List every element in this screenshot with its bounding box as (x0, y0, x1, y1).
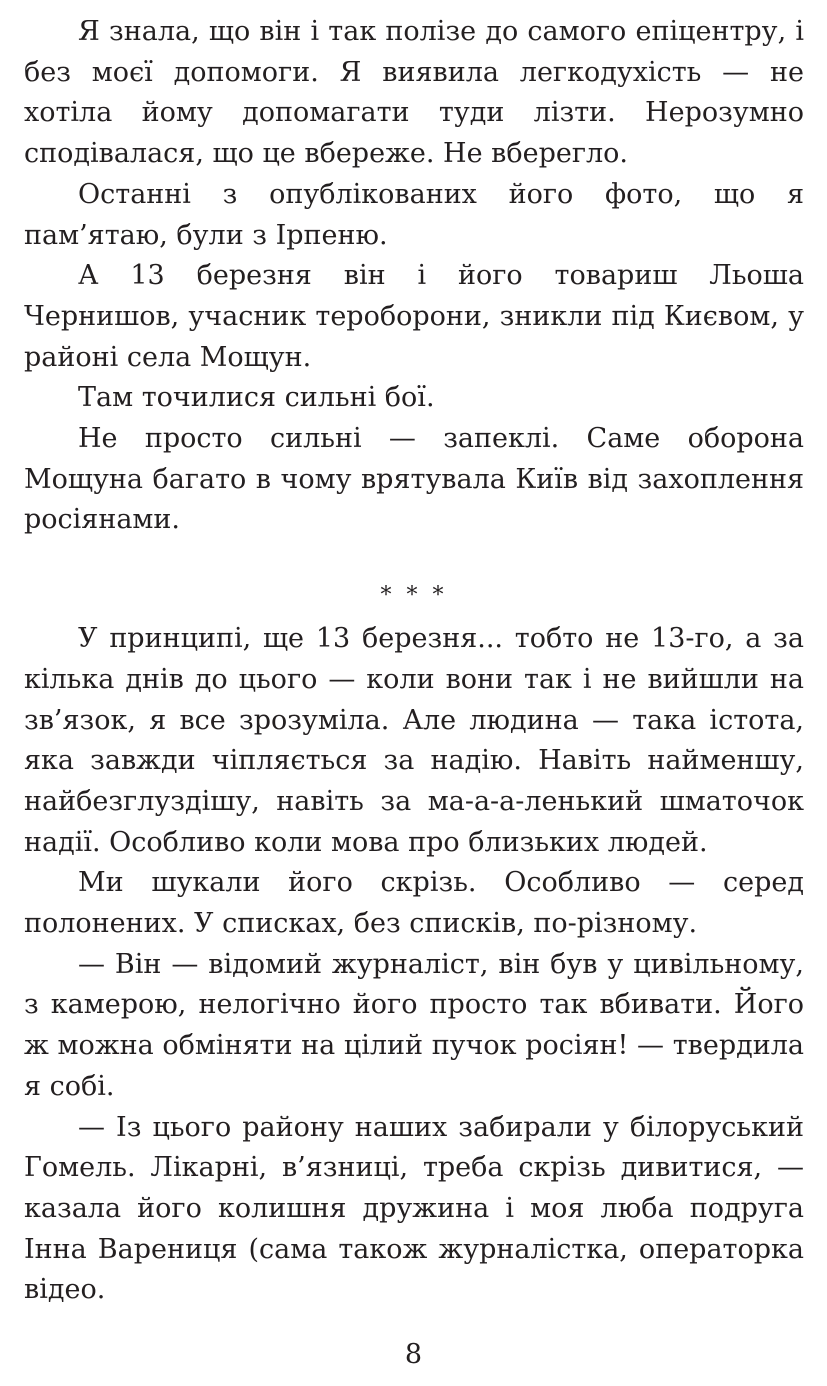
paragraph: Не просто сильні — запеклі. Саме оборона Мощуна багато в чому врятувала Київ від захоплення росіянами. (24, 423, 804, 536)
paragraph: — Він — відомий журналіст, він був у цивільному, з камерою, нелогічно його просто так вбивати. Його ж можна обміняти на цілий пучок росіян! — твердила я собі. (24, 948, 804, 1102)
paragraph: А 13 березня він і його товариш Льоша Чернишов, учасник тероборони, зникли під Києвом, у районі села Мощун. (24, 260, 804, 373)
section-separator: * * * (380, 583, 448, 609)
paragraph: У принципі, ще 13 березня... тобто не 13-го, а за кілька днів до цього — коли вони так і не вийшли на зв’язок, я все зрозуміла. Але людина — така істота, яка завжди чіпляється за надію. Навіть найменшу, найбезглуздішу, навіть за ма-а-а-ленький шматочок надії. Особливо коли мова про близьких людей. (24, 623, 804, 858)
page-number: 8 (404, 1339, 423, 1370)
paragraph: Там точилися сильні бої. (78, 382, 435, 414)
page-body (24, 12, 804, 1311)
paragraph: — Із цього району наших забирали у білоруський Гомель. Лікарні, в’язниці, треба скрізь дивитися, — казала його колишня дружина і моя люба подруга Інна Варениця (сама також журналістка, операторка відео. (24, 1111, 804, 1306)
paragraph: Я знала, що він і так полізе до самого епіцентру, і без моєї допомоги. Я виявила легкодухість — не хотіла йому допомагати туди лізти. Нерозумно сподівалася, що це вбереже. Не вберегло. (24, 16, 804, 170)
paragraph: Ми шукали його скрізь. Особливо — серед полонених. У списках, без списків, по-різному. (24, 867, 804, 940)
paragraph: Останні з опублікованих його фото, що я пам’ятаю, були з Ірпеню. (24, 178, 804, 251)
